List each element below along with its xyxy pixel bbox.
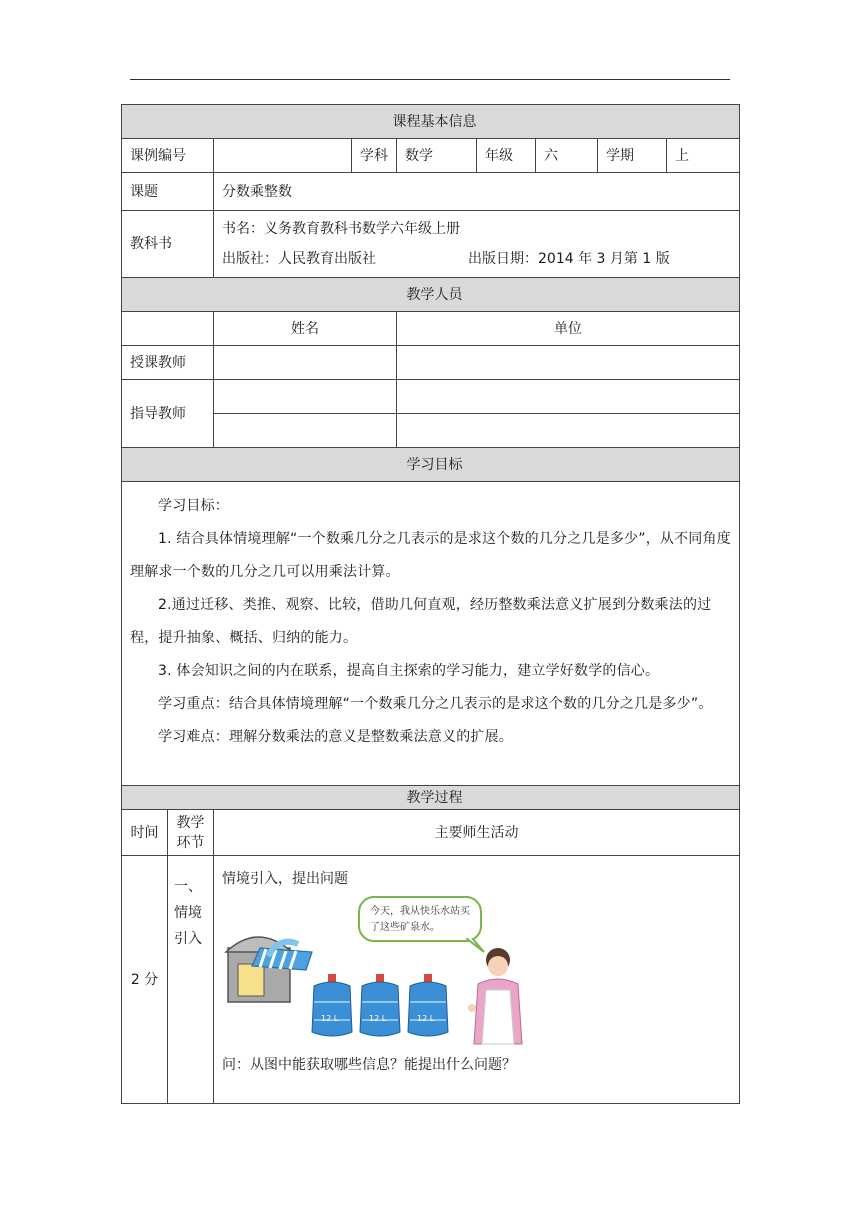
speech-bubble xyxy=(358,896,482,942)
advisor-name-2 xyxy=(214,414,397,448)
bottle-label: 12 L xyxy=(369,1014,387,1023)
difficult-point: 学习难点：理解分数乘法的意义是整数乘法意义的扩展。 xyxy=(158,729,513,745)
blank-cell xyxy=(122,312,214,346)
publisher-line xyxy=(222,244,739,274)
row1-stage: 一、情境引入 xyxy=(168,856,214,1104)
advisor-unit-2 xyxy=(397,414,740,448)
grade-label: 年级 xyxy=(477,139,536,173)
section-basic-info: 课程基本信息 xyxy=(122,105,740,139)
bottle-group xyxy=(308,974,458,1044)
lesson-plan-table xyxy=(121,104,740,1104)
goal-2: 2.通过迁移、类推、观察、比较，借助几何直观，经历整数乘法意义扩展到分数乘法的过程，提升抽象、概括、归纳的能力。 xyxy=(130,597,712,646)
publish-date: 出版日期：2014 年 3 月第 1 版 xyxy=(468,251,670,267)
topic-label: 课题 xyxy=(122,173,214,211)
section-process: 教学过程 xyxy=(122,786,740,810)
goals-heading: 学习目标： xyxy=(158,498,229,514)
activity-header: 主要师生活动 xyxy=(214,810,740,856)
goal-1: 1. 结合具体情境理解“一个数乘几分之几表示的是求这个数的几分之几是多少”，从不同角度理解求一个数的几分之几可以用乘法计算。 xyxy=(130,531,731,580)
woman-figure-icon xyxy=(462,946,530,1046)
publisher: 出版社：人民教育出版社 xyxy=(222,251,376,267)
section-teachers: 教学人员 xyxy=(122,278,740,312)
water-bottle-icon xyxy=(356,974,404,1040)
bottle-label: 12 L xyxy=(417,1014,435,1023)
row1-title: 情境引入，提出问题 xyxy=(222,871,348,887)
lecturer-name xyxy=(214,346,397,380)
section-goals: 学习目标 xyxy=(122,448,740,482)
row1-activity xyxy=(214,856,740,1104)
key-point: 学习重点：结合具体情境理解“一个数乘几分之几表示的是求这个数的几分之几是多少”。 xyxy=(158,696,713,712)
lecturer-unit xyxy=(397,346,740,380)
subject-label: 学科 xyxy=(352,139,397,173)
goals-content xyxy=(122,482,740,786)
water-bottle-icon xyxy=(404,974,452,1040)
water-bottle-icon xyxy=(308,974,356,1040)
name-header: 姓名 xyxy=(214,312,397,346)
advisor-name-1 xyxy=(214,380,397,414)
scene-illustration xyxy=(222,896,742,1046)
term-label: 学期 xyxy=(598,139,667,173)
stage-header: 教学环节 xyxy=(168,810,214,856)
unit-header: 单位 xyxy=(397,312,740,346)
case-no-value xyxy=(214,139,352,173)
row1-time: 2 分 xyxy=(122,856,168,1104)
advisor-label: 指导教师 xyxy=(122,380,214,448)
goal-3: 3. 体会知识之间的内在联系，提高自主探索的学习能力，建立学好数学的信心。 xyxy=(158,663,660,679)
term-value: 上 xyxy=(667,139,740,173)
header-rule xyxy=(130,79,730,80)
advisor-unit-1 xyxy=(397,380,740,414)
lecturer-label: 授课教师 xyxy=(122,346,214,380)
shop-icon xyxy=(222,926,314,1006)
bottle-label: 12 L xyxy=(321,1014,339,1023)
textbook-info xyxy=(214,211,740,278)
topic-value: 分数乘整数 xyxy=(214,173,740,211)
speech-text: 今天，我从快乐水站买了这些矿泉水。 xyxy=(370,906,470,933)
grade-value: 六 xyxy=(536,139,598,173)
case-no-label: 课例编号 xyxy=(122,139,214,173)
textbook-label: 教科书 xyxy=(122,211,214,278)
time-header: 时间 xyxy=(122,810,168,856)
book-name: 书名：义务教育教科书数学六年级上册 xyxy=(222,221,460,237)
subject-value: 数学 xyxy=(397,139,477,173)
row1-question: 问：从图中能获取哪些信息？能提出什么问题？ xyxy=(222,1057,516,1073)
